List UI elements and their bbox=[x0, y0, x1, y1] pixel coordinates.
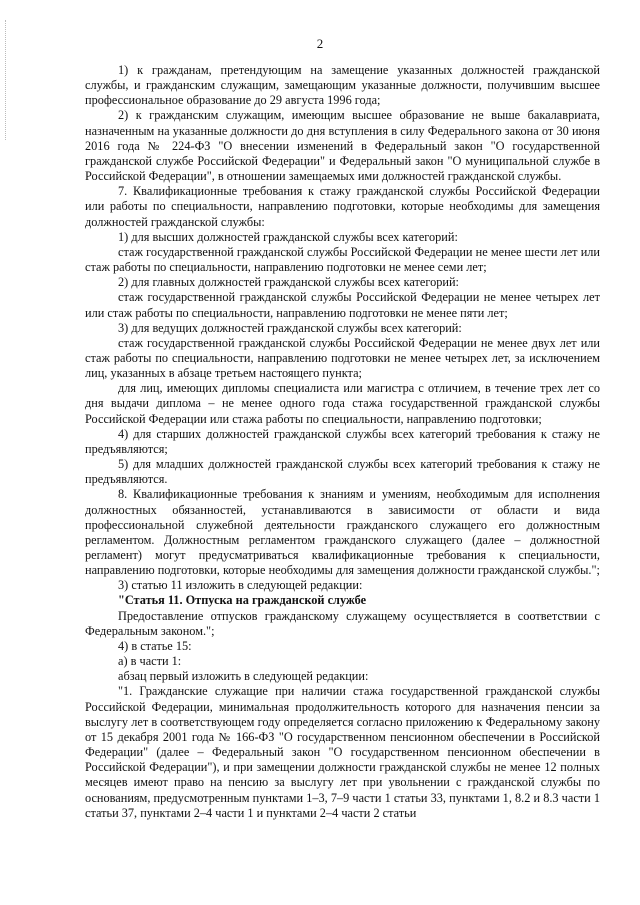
paragraph: стаж государственной гражданской службы Российской Федерации не менее четырех лет или стаж работы по специальности, направлению подготовки не менее пяти лет; bbox=[85, 290, 600, 320]
paragraph: 4) в статье 15: bbox=[118, 638, 192, 653]
paragraph: 8. Квалификационные требования к знаниям и умениям, необходимым для исполнения должностных обязанностей, устанавливаются в зависимости от области и вида профессиональной служебной деятельности гражданского служащего его должностным регламентом. Должностным регламентом гражданского служащего (далее – должностной регламент) могут предусматриваться квалификационные требования к специальности, направлению подготовки, которые необходимы для замещения должности гражданской службы."; bbox=[85, 487, 600, 578]
paragraph: 2) для главных должностей гражданской службы всех категорий: bbox=[118, 275, 459, 290]
paragraph: 7. Квалификационные требования к стажу гражданской службы Российской Федерации или работы по специальности, направлению подготовки, которые необходимы для замещения должностей гражданской службы: bbox=[85, 184, 600, 229]
article-heading-text: "Статья 11. Отпуска на гражданской службе bbox=[118, 593, 367, 608]
paragraph: 2) к гражданским служащим, имеющим высшее образование не выше бакалавриата, назначенным на указанные должности до дня вступления в силу Федерального закона от 30 июня 2016 года № 224-ФЗ "О внесении изменений в Федеральный закон "О государственной гражданской службе Российской Федерации" и Федеральный закон "О муниципальной службе в Российской Федерации", в отношении замещаемых ими должностей гражданской службы. bbox=[85, 108, 600, 184]
paragraph: 1) к гражданам, претендующим на замещение указанных должностей гражданской службы, и гражданским служащим, замещающим указанные должности, получившим высшее профессиональное образование до 29 августа 1996 года; bbox=[85, 63, 600, 108]
paragraph: 3) для ведущих должностей гражданской службы всех категорий: bbox=[118, 320, 462, 335]
paragraph: а) в части 1: bbox=[118, 654, 182, 669]
paragraph: 5) для младших должностей гражданской службы всех категорий требования к стажу не предъявляются. bbox=[85, 457, 600, 487]
paragraph: "1. Гражданские служащие при наличии стажа государственной гражданской службы Российской Федерации, минимальная продолжительность которого для назначения пенсии за выслугу лет в соответствующем году определяется согласно приложению к Федеральному закону от 15 декабря 2001 года № 166-ФЗ "О государственном пенсионном обеспечении в Российской Федерации" (далее – Федеральный закон "О государственном пенсионном обеспечении в Российской Федерации"), и при замещении должности гражданской службы не менее 12 полных месяцев имеют право на пенсию за выслугу лет при увольнении с гражданской службы по основаниям, предусмотренным пунктами 1–3, 7–9 части 1 статьи 33, пунктами 1, 8.2 и 8.3 части 1 статьи 37, пунктами 2–4 части 1 и пунктами 2–4 части 2 статьи bbox=[85, 684, 600, 820]
paragraph: 4) для старших должностей гражданской службы всех категорий требования к стажу не предъявляются; bbox=[85, 426, 600, 456]
paragraph: стаж государственной гражданской службы Российской Федерации не менее шести лет или стаж работы по специальности, направлению подготовки не менее семи лет; bbox=[85, 244, 600, 275]
paragraph: абзац первый изложить в следующей редакции: bbox=[118, 669, 369, 684]
document-body bbox=[85, 63, 600, 821]
page-number: 2 bbox=[316, 36, 324, 51]
paragraph: 1) для высших должностей гражданской службы всех категорий: bbox=[118, 229, 458, 244]
paragraph: 3) статью 11 изложить в следующей редакции: bbox=[118, 578, 363, 593]
paragraph: для лиц, имеющих дипломы специалиста или магистра с отличием, в течение трех лет со дня выдачи диплома – не менее одного года стажа государственной гражданской службы Российской Федерации или стажа работы по специальности, направлению подготовки; bbox=[85, 381, 600, 426]
paragraph: Предоставление отпусков гражданскому служащему осуществляется в соответствии с Федеральным законом."; bbox=[85, 608, 600, 638]
article-heading bbox=[85, 593, 600, 608]
paragraph: стаж государственной гражданской службы Российской Федерации не менее двух лет или стаж работы по специальности, направлению подготовки не менее четырех лет, за исключением лиц, указанных в абзаце третьем настоящего пункта; bbox=[85, 335, 600, 381]
